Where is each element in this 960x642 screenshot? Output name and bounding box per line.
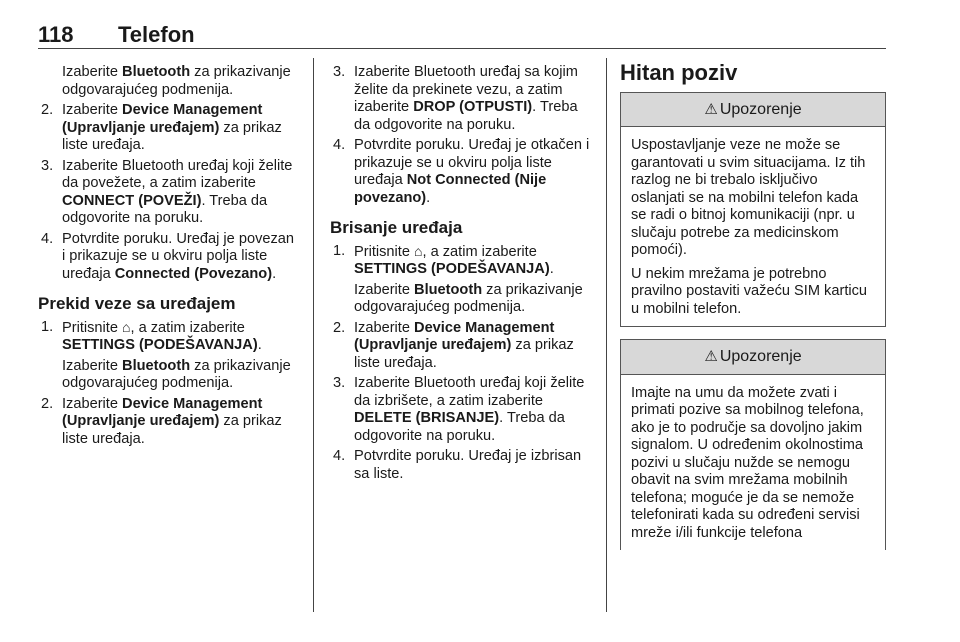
- page-number: 118: [38, 22, 74, 47]
- page-header: [38, 22, 886, 49]
- home-icon: ⌂: [414, 242, 423, 259]
- column-divider: [606, 58, 607, 612]
- column-2: [330, 64, 595, 486]
- numbered-list: [38, 396, 300, 449]
- subheading: Brisanje uređaja: [330, 218, 463, 237]
- list-item: 2. Izaberite Device Management (Upravljanje uređajem) za prikaz liste uređaja.: [41, 102, 282, 153]
- warning-body: [621, 127, 885, 326]
- warning-icon: ⚠: [704, 100, 718, 118]
- warning-icon: ⚠: [704, 348, 718, 365]
- numbered-list: [330, 243, 595, 279]
- column-3: [620, 60, 886, 562]
- numbered-list: [330, 320, 595, 484]
- numbered-list: [38, 319, 300, 355]
- list-item: 4. Potvrdite poruku. Uređaj je izbrisan sa liste.: [333, 448, 582, 482]
- list-item: 2. Izaberite Device Management (Upravljanje uređajem) za prikaz liste uređaja.: [333, 319, 574, 371]
- section-title: Telefon: [118, 22, 195, 47]
- paragraph: Izaberite Bluetooth za prikazivanje odgovarajućeg podmenija.: [354, 281, 583, 315]
- list-item: 3. Izaberite Bluetooth uređaj koji želite da povežete, a zatim izaberite CONNECT (POVEŽI). Treba da odgovorite na poruku.: [41, 157, 293, 226]
- warning-header: ⚠ Upozorenje: [621, 340, 885, 375]
- warning-text: Uspostavljanje veze ne može se garantovati u svim situacijama. Iz tih razlog ne bi trebalo isključivo oslanjati se na mobilni telefon kada se radi o bitnoj komunikaciji (npr. u slučaju potrebe za medicinskom pomoći).: [631, 137, 866, 258]
- section-heading: Hitan poziv: [620, 60, 738, 85]
- numbered-list: [38, 102, 300, 283]
- home-icon: ⌂: [122, 318, 131, 335]
- warning-text: Imajte na umu da možete zvati i primati pozive sa mobilnog telefona, ako je to područje sa dovoljno jakim signalom. U određenim okolnostima pozivi u slučaju nužde se nemogu obavit na svim mrežama mobilnih telefona; moguće je da se nemože telefonirati kada su određeni servisi mreže i/ili funkcije telefona: [631, 384, 864, 541]
- subheading: Prekid veze sa uređajem: [38, 294, 236, 313]
- list-item: 3. Izaberite Bluetooth uređaj sa kojim želite da prekinete vezu, a zatim izaberite DROP (OTPUSTI). Treba da odgovorite na poruku.: [333, 64, 578, 133]
- column-1: [38, 64, 300, 451]
- list-item: 1. Pritisnite ⌂, a zatim izaberite SETTINGS (PODEŠAVANJA).: [333, 242, 554, 277]
- list-item: 3. Izaberite Bluetooth uređaj koji želite da izbrišete, a zatim izaberite DELETE (BRISANJE). Treba da odgovorite na poruku.: [333, 375, 585, 444]
- warning-body: [621, 375, 885, 551]
- warning-header: ⚠ Upozorenje: [621, 93, 885, 128]
- warning-box: [620, 339, 886, 550]
- warning-text: U nekim mrežama je potrebno pravilno postaviti važeću SIM karticu u mobilni telefon.: [631, 265, 868, 317]
- list-item: 2. Izaberite Device Management (Upravljanje uređajem) za prikaz liste uređaja.: [41, 395, 282, 447]
- list-item: 1. Pritisnite ⌂, a zatim izaberite SETTINGS (PODEŠAVANJA).: [41, 318, 262, 353]
- numbered-list: [330, 64, 595, 207]
- paragraph: Izaberite Bluetooth za prikazivanje odgovarajućeg podmenija.: [62, 357, 291, 391]
- column-divider: [313, 58, 314, 612]
- list-item: 4. Potvrdite poruku. Uređaj je povezan i prikazuje se u okviru polja liste uređaja Connected (Povezano).: [41, 230, 295, 282]
- paragraph: Izaberite Bluetooth za prikazivanje odgovarajućeg podmenija.: [62, 64, 291, 98]
- list-item: 4. Potvrdite poruku. Uređaj je otkačen i prikazuje se u okviru polja liste uređaja Not Connected (Nije povezano).: [333, 137, 590, 206]
- warning-box: [620, 92, 886, 328]
